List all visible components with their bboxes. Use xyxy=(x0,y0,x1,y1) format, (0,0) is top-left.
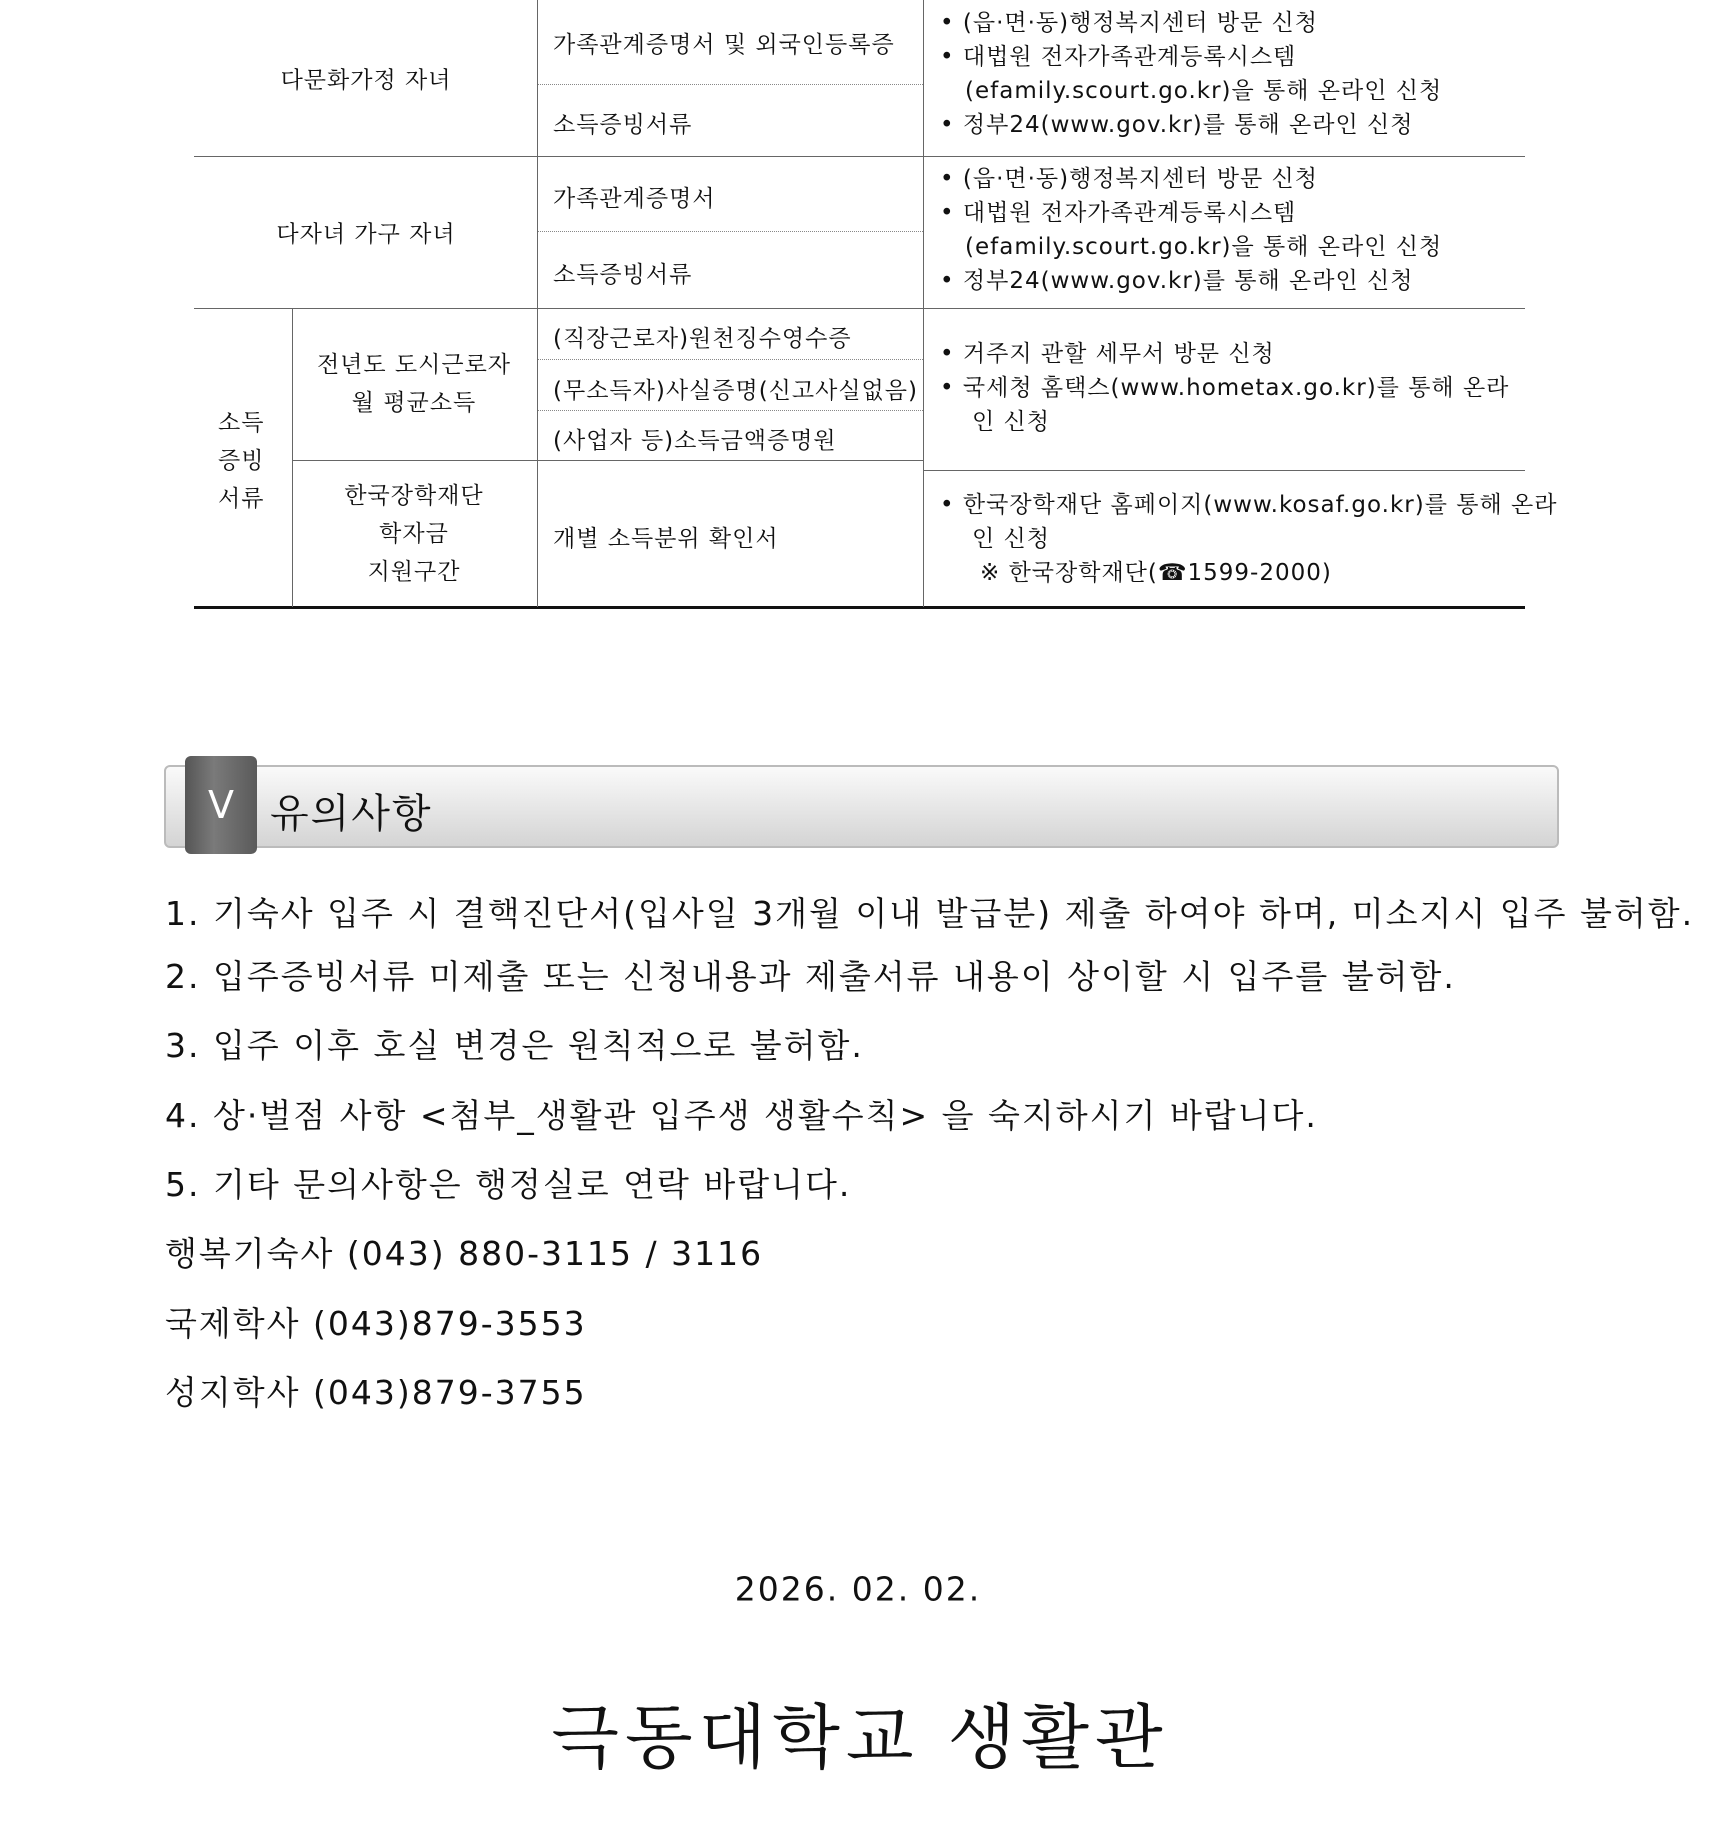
method-item: (efamily.scourt.go.kr)을 통해 온라인 신청 xyxy=(965,78,1443,104)
section-number-tab: V xyxy=(185,756,257,854)
note-item: 5. 기타 문의사항은 행정실로 연락 바랍니다. xyxy=(165,1165,852,1204)
doc-item: 가족관계증명서 및 외국인등록증 xyxy=(553,32,895,58)
issuer-signature: 극동대학교 생활관 xyxy=(551,1696,1169,1779)
doc-item: (무소득자)사실증명(신고사실없음) xyxy=(553,378,918,404)
contact-international-dorm: 국제학사 (043)879-3553 xyxy=(165,1304,587,1343)
section-title: 유의사항 xyxy=(270,791,433,837)
method-item: (읍·면·동)행정복지센터 방문 신청 xyxy=(962,10,1318,36)
method-item: 거주지 관할 세무서 방문 신청 xyxy=(962,341,1275,367)
note-item: 2. 입주증빙서류 미제출 또는 신청내용과 제출서류 내용이 상이할 시 입주를 불허함. xyxy=(165,957,1456,996)
label-line: 전년도 도시근로자 xyxy=(316,352,512,378)
doc-item: 소득증빙서류 xyxy=(553,112,693,138)
doc-item: 소득증빙서류 xyxy=(553,262,693,288)
subcategory-kosaf xyxy=(344,477,483,591)
method-item: 대법원 전자가족관계등록시스템 xyxy=(962,44,1297,70)
note-item: 4. 상·벌점 사항 <첨부_생활관 입주생 생활수칙> 을 숙지하시기 바랍니다. xyxy=(165,1096,1318,1135)
method-item: ※ 한국장학재단(☎1599-2000) xyxy=(980,560,1332,586)
note-item: 3. 입주 이후 호실 변경은 원칙적으로 불허함. xyxy=(165,1026,864,1065)
method-item: 정부24(www.gov.kr)를 통해 온라인 신청 xyxy=(962,112,1414,138)
method-list: • (읍·면·동)행정복지센터 방문 신청 • 대법원 전자가족관계등록시스템 (efamily.scourt.go.kr)을 통해 온라인 신청 • 정부24(www.gov.kr)를 통해 온라인 신청 xyxy=(940,10,1443,138)
contact-seongji-dorm: 성지학사 (043)879-3755 xyxy=(165,1373,587,1412)
category-multicultural: 다문화가정 자녀 xyxy=(280,67,452,94)
method-item: 국세청 홈택스(www.hometax.go.kr)를 통해 온라 xyxy=(962,375,1510,401)
doc-item: (직장근로자)원천징수영수증 xyxy=(553,326,852,352)
category-multichild: 다자녀 가구 자녀 xyxy=(276,221,456,248)
category-line: 증빙 xyxy=(218,448,265,474)
method-list: • (읍·면·동)행정복지센터 방문 신청 • 대법원 전자가족관계등록시스템 (efamily.scourt.go.kr)을 통해 온라인 신청 • 정부24(www.gov.kr)를 통해 온라인 신청 xyxy=(940,166,1443,294)
category-line: 서류 xyxy=(218,486,265,512)
document-date: 2026. 02. 02. xyxy=(734,1569,982,1609)
doc-item: 개별 소득분위 확인서 xyxy=(553,526,779,552)
method-item: 대법원 전자가족관계등록시스템 xyxy=(962,200,1297,226)
note-item: 1. 기숙사 입주 시 결핵진단서(입사일 3개월 이내 발급분) 제출 하여야 하며, 미소지시 입주 불허함. xyxy=(165,894,1695,933)
doc-item: 가족관계증명서 xyxy=(553,186,716,212)
method-list: • 거주지 관할 세무서 방문 신청 • 국세청 홈택스(www.hometax.go.kr)를 통해 온라 인 신청 xyxy=(940,337,1509,439)
subcategory-urban-income xyxy=(317,346,511,422)
label-line: 지원구간 xyxy=(367,559,461,585)
method-item: (efamily.scourt.go.kr)을 통해 온라인 신청 xyxy=(965,234,1443,260)
method-list: • 한국장학재단 홈페이지(www.kosaf.go.kr)를 통해 온라 인 신청 ※ 한국장학재단(☎1599-2000) xyxy=(940,488,1557,590)
doc-item: (사업자 등)소득금액증명원 xyxy=(553,428,837,454)
contact-happy-dorm: 행복기숙사 (043) 880-3115 / 3116 xyxy=(165,1234,764,1273)
category-line: 소득 xyxy=(218,410,265,436)
method-item: 인 신청 xyxy=(972,409,1050,435)
method-item: 정부24(www.gov.kr)를 통해 온라인 신청 xyxy=(962,268,1414,294)
label-line: 학자금 xyxy=(379,521,449,547)
label-line: 한국장학재단 xyxy=(344,483,484,509)
method-item: (읍·면·동)행정복지센터 방문 신청 xyxy=(962,166,1318,192)
method-item: 한국장학재단 홈페이지(www.kosaf.go.kr)를 통해 온라 xyxy=(962,492,1558,518)
label-line: 월 평균소득 xyxy=(351,390,477,416)
method-item: 인 신청 xyxy=(972,526,1050,552)
category-income xyxy=(218,404,264,518)
